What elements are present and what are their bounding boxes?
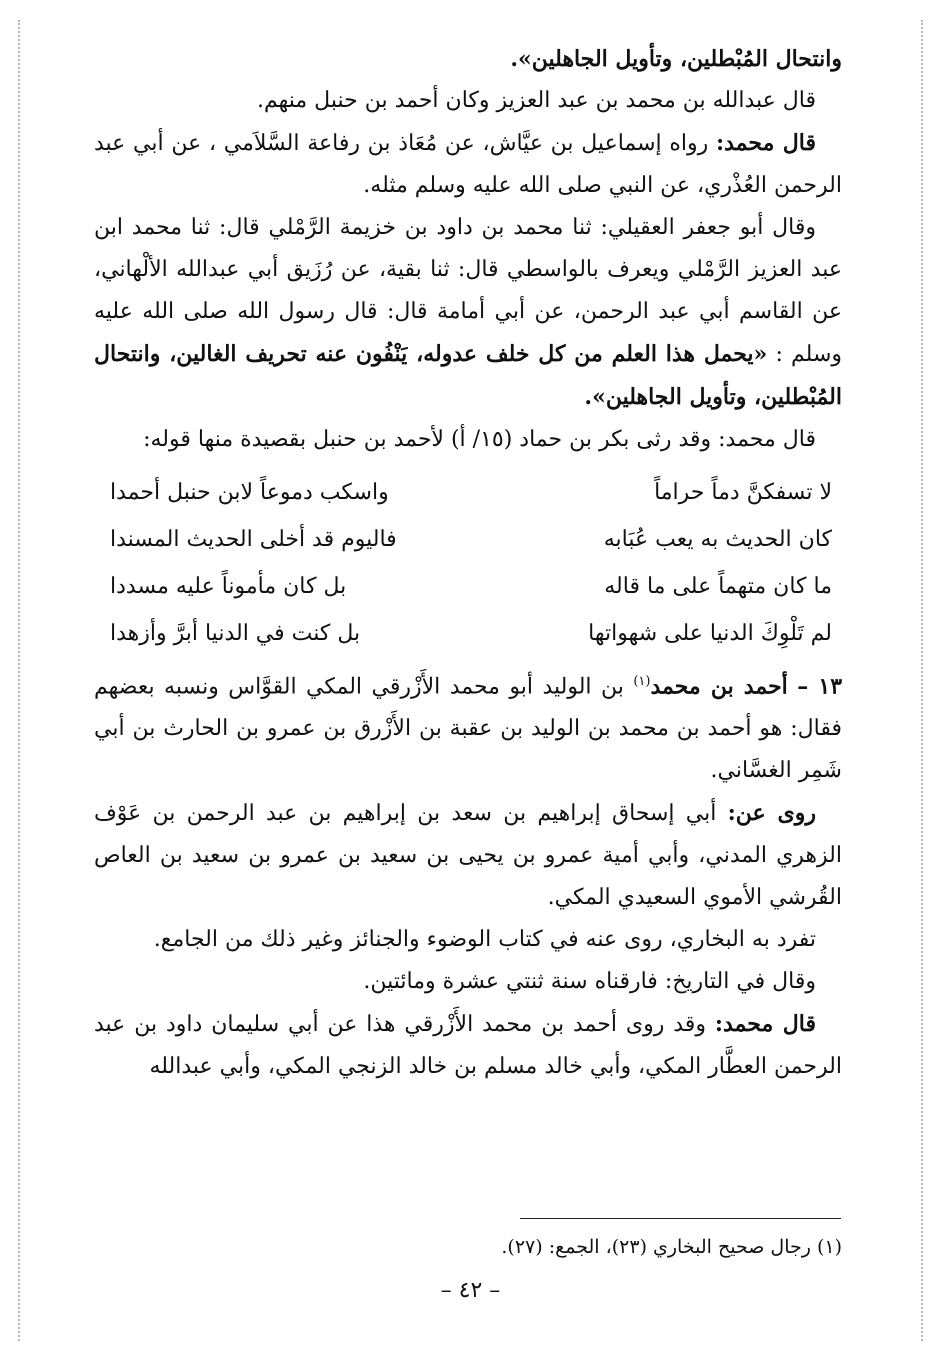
verse-3-first-hemistich: ما كان متهماً على ما قاله xyxy=(604,574,832,599)
last-text: وقد روى أحمد بن محمد الأَزْرقي هذا عن أبي سليمان داود بن عبد الرحمن العطَّار المكي، وأبي خالد مسلم بن خالد الزنجي المكي، وأبي عبدالله xyxy=(94,1012,842,1080)
verse-3 xyxy=(94,563,842,610)
footnote-divider xyxy=(520,1218,841,1219)
verse-2-first-hemistich: كان الحديث به يعب عُبَابه xyxy=(603,527,832,552)
entry-name: أحمد بن محمد xyxy=(650,673,788,700)
verse-4 xyxy=(94,610,842,657)
left-margin-dots xyxy=(18,20,22,1341)
entry-13 xyxy=(94,661,842,792)
entry-number: ١٣ – xyxy=(797,673,843,700)
verse-3-second-hemistich: بل كان مأموناً عليه مسددا xyxy=(110,574,347,599)
verse-2 xyxy=(94,516,842,563)
verse-1-second-hemistich: واسكب دموعاً لابن حنبل أحمدا xyxy=(110,480,389,505)
verse-2-second-hemistich: فاليوم قد أخلى الحديث المسندا xyxy=(110,527,397,552)
paragraph-3 xyxy=(94,122,842,207)
footnote: (١) رجال صحيح البخاري (٢٣)، الجمع: (٢٧). xyxy=(501,1236,842,1258)
verse-4-first-hemistich: لم تَلْوِكَ الدنيا على شهواتها xyxy=(588,621,832,646)
paragraph-history: وقال في التاريخ: فارقناه سنة ثنتي عشرة ومائتين. xyxy=(363,969,816,995)
narrated-from-lead: روى عن: xyxy=(727,800,816,827)
poem-verses xyxy=(94,469,842,657)
paragraph-3-text: رواه إسماعيل بن عيَّاش، عن مُعَاذ بن رفاعة السَّلاَمي ، عن أبي عبد الرحمن العُذْري، عن النبي صلى الله عليه وسلم مثله. xyxy=(94,131,842,198)
paragraph-1: وانتحال المُبْطلين، وتأويل الجاهلين». xyxy=(510,46,842,72)
main-text xyxy=(94,38,842,1088)
verse-4-second-hemistich: بل كنت في الدنيا أبرَّ وأزهدا xyxy=(110,621,361,646)
paragraph-2: قال عبدالله بن محمد بن عبد العزيز وكان أحمد بن حنبل منهم. xyxy=(256,88,816,113)
paragraph-bukhari: تفرد به البخاري، روى عنه في كتاب الوضوء والجنائز وغير ذلك من الجامع. xyxy=(153,927,816,953)
entry-text: بن الوليد أبو محمد الأَزْرقي المكي القوَّاس ونسبه بعضهم فقال: هو أحمد بن محمد بن الوليد بن عقبة بن الأَزْرق بن عمرو بن الحارث بن أبي شَمِر الغسَّاني. xyxy=(94,674,842,784)
footnote-reference: (١) xyxy=(633,674,651,689)
verse-1-first-hemistich: لا تسفكنَّ دماً حراماً xyxy=(654,480,832,505)
paragraph-4-text: وقال أبو جعفر العقيلي: ثنا محمد بن داود بن خزيمة الرَّمْلي قال: ثنا محمد ابن عبد العزيز الرَّمْلي ويعرف بالواسطي قال: ثنا بقية، عن رُزَيق أبي عبدالله الألْهاني، عن القاسم أبي عبد الرحمن، عن أبي أمامة قال: قال رسول الله صلى الله عليه وسلم : xyxy=(94,215,842,367)
verse-1 xyxy=(94,469,842,516)
hadith-quote: «يحمل هذا العلم من كل خلف عدوله، يَنْفُون عنه تحريف الغالين، وانتحال المُبْطلين، وتأويل الجاهلين». xyxy=(94,341,842,410)
paragraph-narrated-from xyxy=(94,792,842,919)
paragraph-3-lead: قال محمد: xyxy=(716,130,816,156)
paragraph-last xyxy=(94,1003,842,1088)
page-number: – ٤٢ – xyxy=(440,1278,501,1303)
last-lead: قال محمد: xyxy=(714,1011,816,1038)
paragraph-4 xyxy=(94,207,842,419)
narrated-from-text: أبي إسحاق إبراهيم بن سعد بن إبراهيم بن عبد الرحمن بن عَوْف الزهري المدني، وأبي أمية عمرو بن يحيى بن سعيد بن عمرو بن سعيد بن العاص القُرشي الأموي السعيدي المكي. xyxy=(94,801,842,911)
right-margin-dots xyxy=(921,20,925,1341)
paragraph-5: قال محمد: وقد رثى بكر بن حماد (١٥/ أ) لأحمد بن حنبل بقصيدة منها قوله: xyxy=(143,427,816,452)
